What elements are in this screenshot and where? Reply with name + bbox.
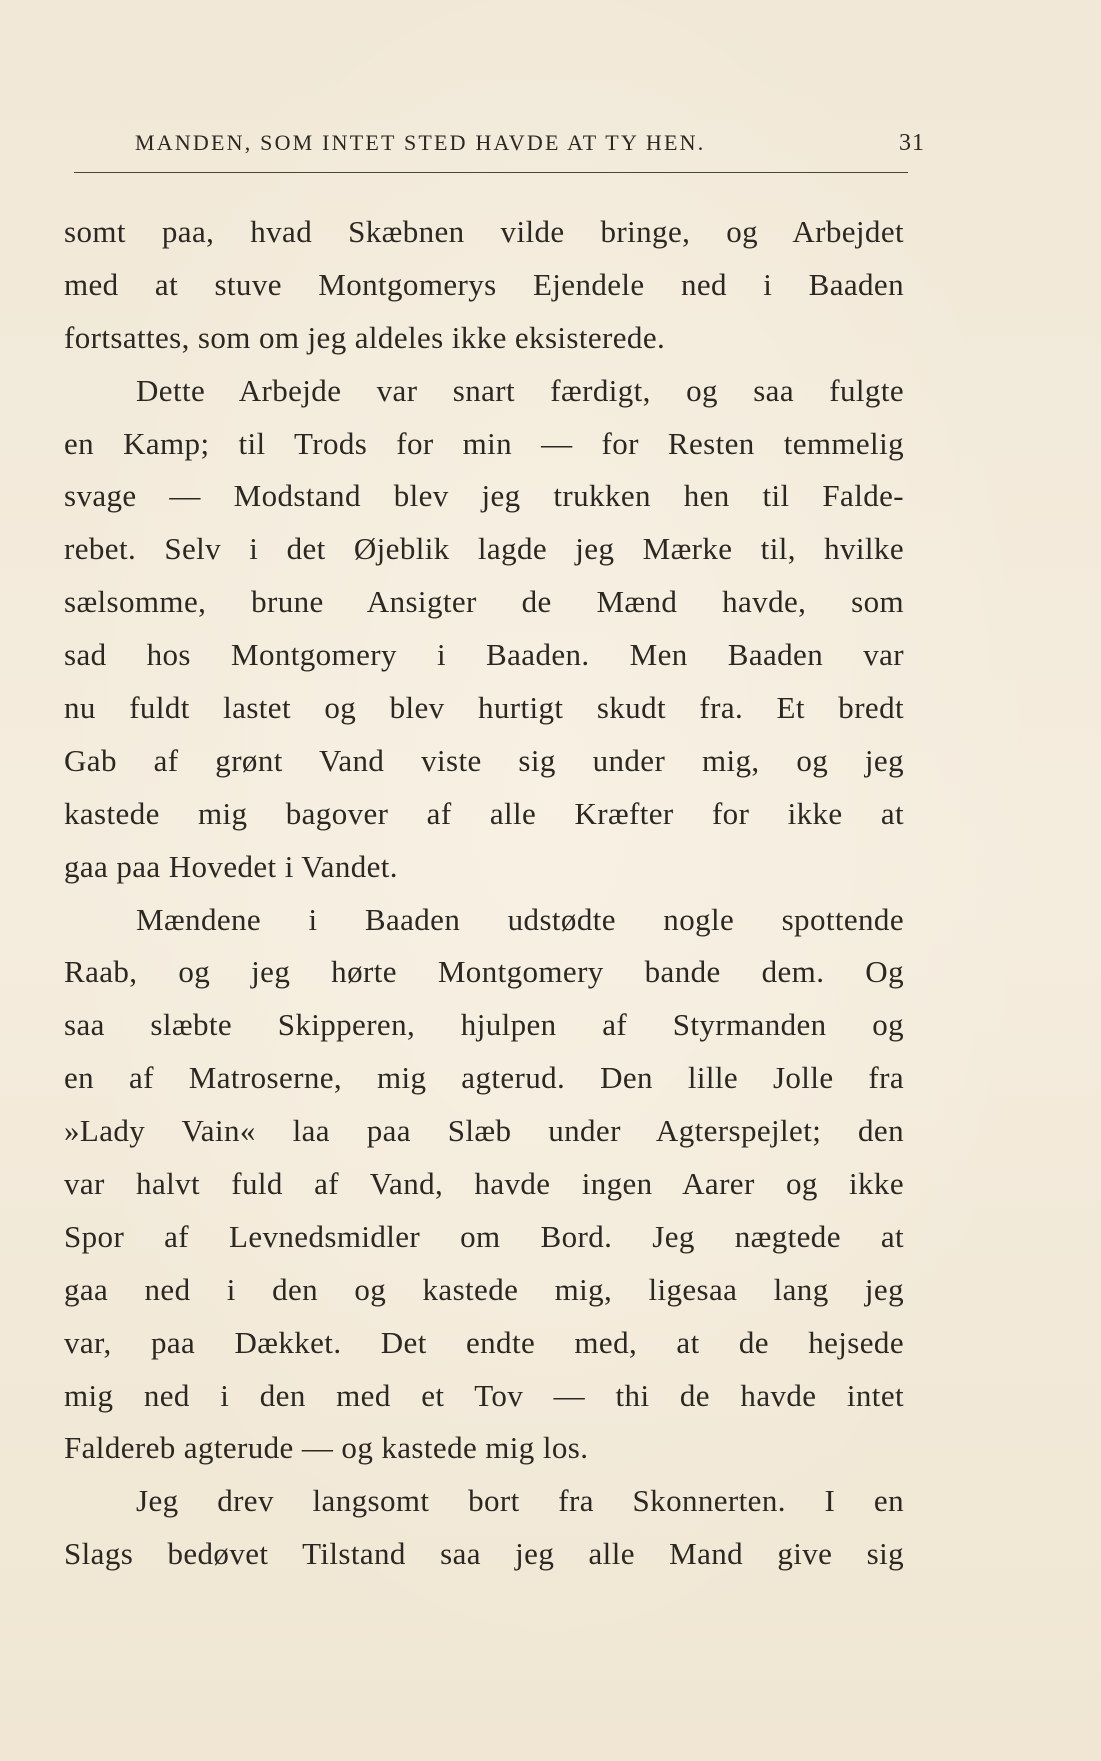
text-line: sad hos Montgomery i Baaden. Men Baaden var bbox=[64, 637, 904, 673]
text-line: Faldereb agterude — og kastede mig los. bbox=[64, 1430, 589, 1466]
text-line: var halvt fuld af Vand, havde ingen Aarer og ikke bbox=[64, 1166, 904, 1202]
text-line: gaa paa Hovedet i Vandet. bbox=[64, 848, 398, 884]
text-line: nu fuldt lastet og blev hurtigt skudt fra. Et bredt bbox=[64, 690, 904, 726]
body-text bbox=[64, 206, 904, 1581]
running-head bbox=[135, 128, 925, 158]
header-rule bbox=[74, 172, 908, 173]
text-line: Raab, og jeg hørte Montgomery bande dem. Og bbox=[64, 954, 904, 990]
text-line: rebet. Selv i det Øjeblik lagde jeg Mærke til, hvilke bbox=[64, 531, 904, 567]
text-line: Spor af Levnedsmidler om Bord. Jeg nægtede at bbox=[64, 1218, 904, 1254]
page-number: 31 bbox=[899, 130, 925, 156]
text-line: saa slæbte Skipperen, hjulpen af Styrmanden og bbox=[64, 1007, 904, 1043]
text-line: en Kamp; til Trods for min — for Resten temmelig bbox=[64, 425, 904, 461]
text-line: Jeg drev langsomt bort fra Skonnerten. I en bbox=[136, 1483, 904, 1519]
running-title: MANDEN, SOM INTET STED HAVDE AT TY HEN. bbox=[135, 130, 706, 155]
text-line: »Lady Vain« laa paa Slæb under Agterspejlet; den bbox=[64, 1113, 904, 1149]
text-line: gaa ned i den og kastede mig, ligesaa lang jeg bbox=[64, 1271, 904, 1307]
text-line: fortsattes, som om jeg aldeles ikke eksisterede. bbox=[64, 319, 666, 355]
text-line: mig ned i den med et Tov — thi de havde intet bbox=[64, 1377, 904, 1413]
text-line: var, paa Dækket. Det endte med, at de hejsede bbox=[64, 1324, 904, 1360]
text-line: sælsomme, brune Ansigter de Mænd havde, som bbox=[64, 584, 904, 620]
text-line: en af Matroserne, mig agterud. Den lille Jolle fra bbox=[64, 1060, 904, 1096]
text-line: kastede mig bagover af alle Kræfter for ikke at bbox=[64, 795, 904, 831]
text-line: somt paa, hvad Skæbnen vilde bringe, og Arbejdet bbox=[64, 214, 904, 249]
text-line: Gab af grønt Vand viste sig under mig, og jeg bbox=[64, 742, 904, 778]
text-line: Slags bedøvet Tilstand saa jeg alle Mand give sig bbox=[64, 1536, 904, 1572]
text-line: svage — Modstand blev jeg trukken hen til Falde- bbox=[64, 478, 904, 514]
text-line: med at stuve Montgomerys Ejendele ned i Baaden bbox=[64, 266, 904, 302]
text-line: Dette Arbejde var snart færdigt, og saa fulgte bbox=[136, 372, 904, 408]
text-line: Mændene i Baaden udstødte nogle spottende bbox=[136, 901, 904, 937]
